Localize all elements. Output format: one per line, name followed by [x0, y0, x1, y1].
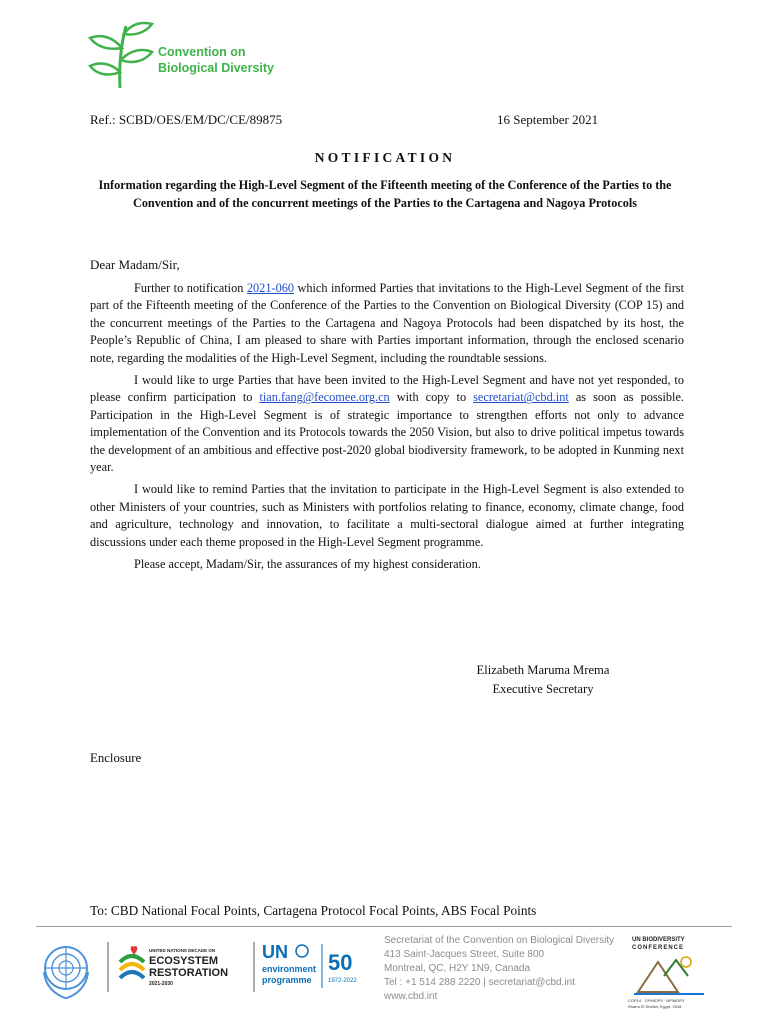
- recipients-line: To: CBD National Focal Points, Cartagena Protocol Focal Points, ABS Focal Points: [90, 903, 537, 918]
- cbd-logo: [86, 18, 276, 90]
- unep-50-text: 50: [328, 950, 353, 975]
- address-line: 413 Saint-Jacques Street, Suite 800: [384, 949, 545, 960]
- address-line: www.cbd.int: [384, 991, 438, 1002]
- notification-subject: Information regarding the High-Level Segment of the Fifteenth meeting of the Conference of the Parties to the Convention and of the concurrent meetings of the Parties to the Cartagena and Nagoya Protocols: [98, 178, 672, 210]
- paragraph-4: Please accept, Madam/Sir, the assurances of my highest consideration.: [134, 557, 481, 572]
- cop-logo: [624, 932, 714, 1012]
- salutation: Dear Madam/Sir,: [90, 257, 180, 272]
- signatory-title: Executive Secretary: [492, 682, 594, 696]
- partner-logos: [36, 932, 376, 1012]
- secretariat-address: [384, 934, 614, 1004]
- notification-heading: NOTIFICATION: [314, 150, 456, 165]
- letter-body: [90, 280, 684, 579]
- unep-programme-text: programme: [262, 975, 312, 985]
- paragraph-3: I would like to remind Parties that the invitation to participate in the High-Level Segment is also extended to other Ministers of your countries, such as Ministers with portfolios relating to finance, economy, climate change, food and agriculture, technology and innovation, to facilitate a multi-sectoral dialogue aimed at further integrating discussions under each theme proposed in the High-Level Segment programme.: [90, 482, 684, 549]
- signatory-name: Elizabeth Maruma Mrema: [476, 663, 610, 677]
- address-line: Tel : +1 514 288 2220 | secretariat@cbd.int: [384, 977, 575, 988]
- cop-line1: UN BIODIVERSITY: [632, 937, 685, 943]
- p2-text-end: as soon as possible. Participation in the High-Level Segment is of strategic importance to strengthen efforts not only to advance implementation of the Convention and its Protocols towards the 2050 Vision, but also to drive political impetus towards the development of an ambitious and effective post-2020 global biodiversity framework, to be adopted in Kunming next year.: [90, 390, 684, 475]
- ecosystem-top-text: UNITED NATIONS DECADE ON: [149, 948, 216, 953]
- email-link-tian-fang[interactable]: tian.fang@fecomee.org.cn: [259, 390, 390, 405]
- reference-number: Ref.: SCBD/OES/EM/DC/CE/89875: [90, 112, 283, 127]
- unep-environment-text: environment: [262, 964, 317, 974]
- cop-line4: Sharm El Sheikh, Egypt, 2018: [628, 1004, 682, 1009]
- cop-emblem-icon: [634, 957, 704, 994]
- paragraph-2: [90, 372, 684, 476]
- notification-link[interactable]: 2021-060: [246, 281, 295, 295]
- p2-text-start: I would like to urge Parties that have been invited to the High-Level Segment and have not yet responded, to please confirm participation to: [90, 373, 684, 405]
- unep-globe-icon: [296, 945, 308, 957]
- p2-text-mid: with copy to: [389, 390, 474, 405]
- cbd-leaf-icon: [86, 18, 156, 90]
- unep-years-text: 1972-2022: [328, 978, 357, 984]
- ecosystem-line2: RESTORATION: [149, 967, 229, 979]
- un-emblem-icon: [44, 947, 88, 998]
- enclosure-label: Enclosure: [90, 751, 142, 765]
- unep-un-text: UN: [262, 942, 288, 962]
- ecosystem-years: 2021-2030: [149, 981, 173, 987]
- letter-date: 16 September 2021: [497, 112, 599, 127]
- footer-divider: [36, 926, 732, 927]
- ecosystem-restoration-icon: [120, 946, 144, 978]
- email-link-secretariat[interactable]: secretariat@cbd.int: [473, 390, 569, 405]
- org-name-line1: Convention on: [158, 45, 246, 59]
- address-line: Secretariat of the Convention on Biological Diversity: [384, 935, 615, 946]
- cop-line2: CONFERENCE: [632, 945, 685, 951]
- ecosystem-line1: ECOSYSTEM: [149, 955, 219, 967]
- address-line: Montreal, QC, H2Y 1N9, Canada: [384, 963, 531, 974]
- paragraph-1: [90, 280, 684, 367]
- org-name-line2: Biological Diversity: [158, 61, 275, 75]
- p1-text-end: which informed Parties that invitations to the High-Level Segment of the first part of the Fifteenth meeting of the Conference of the Parties to the Convention on Biological Diversity (COP 15) and the concurrent meetings of the Parties to the Cartagena and Nagoya Protocols had been dispatched by its host, the People’s Republic of China, I am pleased to share with Parties important information, through the enclosed scenario note, regarding the modalities of the High-Level Segment, including the roundtable sessions.: [90, 281, 684, 365]
- p1-text-start: Further to notification: [134, 281, 247, 295]
- cop-line3: COP14 · CP/MOP9 · NP/MOP3: [628, 998, 685, 1003]
- signature-block: [440, 661, 646, 699]
